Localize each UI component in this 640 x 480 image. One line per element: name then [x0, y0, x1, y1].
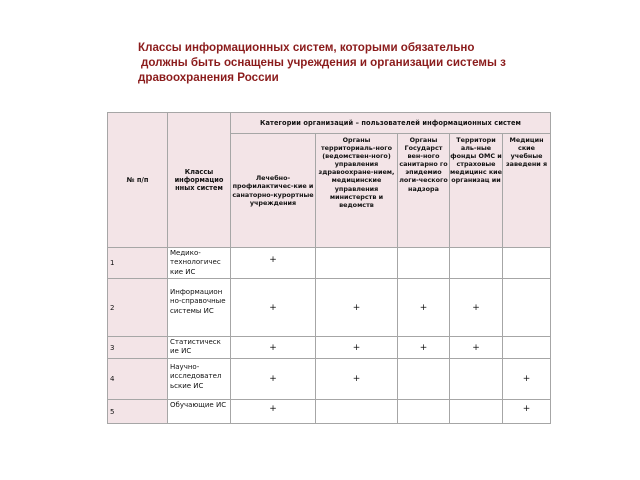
- table-row: [108, 248, 551, 279]
- mark-cell: [503, 248, 551, 279]
- category-header: Категории организаций – пользователей информационных систем: [231, 113, 551, 134]
- mark-cell: +: [231, 248, 316, 279]
- mark-cell: +: [231, 400, 316, 424]
- mark-cell: +: [398, 279, 450, 337]
- table-row: [108, 279, 551, 337]
- mark-cell: [450, 400, 503, 424]
- row-class-name: Обучающие ИС: [168, 400, 231, 424]
- mark-cell: [316, 248, 398, 279]
- col-header-2: Органы территориаль-ного (ведомствен-ного) управления здравоохране-нием, медицинские управления министерств и ведомств: [316, 134, 398, 248]
- class-header: Классы информацио нных систем: [168, 113, 231, 248]
- col-header-4: Территори аль-ные фонды ОМС и страховые медицинс кие организац ии: [450, 134, 503, 248]
- mark-cell: +: [316, 279, 398, 337]
- mark-cell: +: [503, 400, 551, 424]
- table-row: [108, 337, 551, 359]
- row-number: 4: [108, 359, 168, 400]
- header-row-1: [108, 113, 551, 134]
- row-class-name: Статистическ ие ИС: [168, 337, 231, 359]
- row-class-name: Научно-исследовател ьские ИС: [168, 359, 231, 400]
- mark-cell: [398, 359, 450, 400]
- mark-cell: [316, 400, 398, 424]
- table-row: [108, 400, 551, 424]
- table-row: [108, 359, 551, 400]
- mark-cell: [398, 400, 450, 424]
- mark-cell: +: [450, 279, 503, 337]
- mark-cell: +: [503, 359, 551, 400]
- row-class-name: Медико-технологичес кие ИС: [168, 248, 231, 279]
- mark-cell: +: [231, 337, 316, 359]
- mark-cell: +: [316, 359, 398, 400]
- row-number: 2: [108, 279, 168, 337]
- mark-cell: +: [398, 337, 450, 359]
- title-line-1: Классы информационных систем, которыми обязательно: [138, 41, 475, 54]
- row-number: 3: [108, 337, 168, 359]
- title-line-2: должны быть оснащены учреждения и организации системы з: [141, 56, 506, 69]
- row-class-name: Информацион но-справочные системы ИС: [168, 279, 231, 337]
- col-header-3: Органы Государст вен-ного санитарно го эпидемио логи-ческого надзора: [398, 134, 450, 248]
- mark-cell: +: [316, 337, 398, 359]
- row-number: 5: [108, 400, 168, 424]
- title-line-3: дравоохранения России: [138, 71, 279, 84]
- num-header: № п/п: [108, 113, 168, 248]
- mark-cell: [503, 337, 551, 359]
- mark-cell: +: [231, 359, 316, 400]
- mark-cell: +: [450, 337, 503, 359]
- mark-cell: [450, 248, 503, 279]
- info-systems-table: [107, 112, 551, 424]
- col-header-1: Лечебно-профилактичес-кие и санаторно-курортные учреждения: [231, 134, 316, 248]
- mark-cell: [398, 248, 450, 279]
- mark-cell: [503, 279, 551, 337]
- col-header-5: Медицин ские учебные заведени я: [503, 134, 551, 248]
- slide-title: [138, 40, 558, 85]
- row-number: 1: [108, 248, 168, 279]
- mark-cell: +: [231, 279, 316, 337]
- mark-cell: [450, 359, 503, 400]
